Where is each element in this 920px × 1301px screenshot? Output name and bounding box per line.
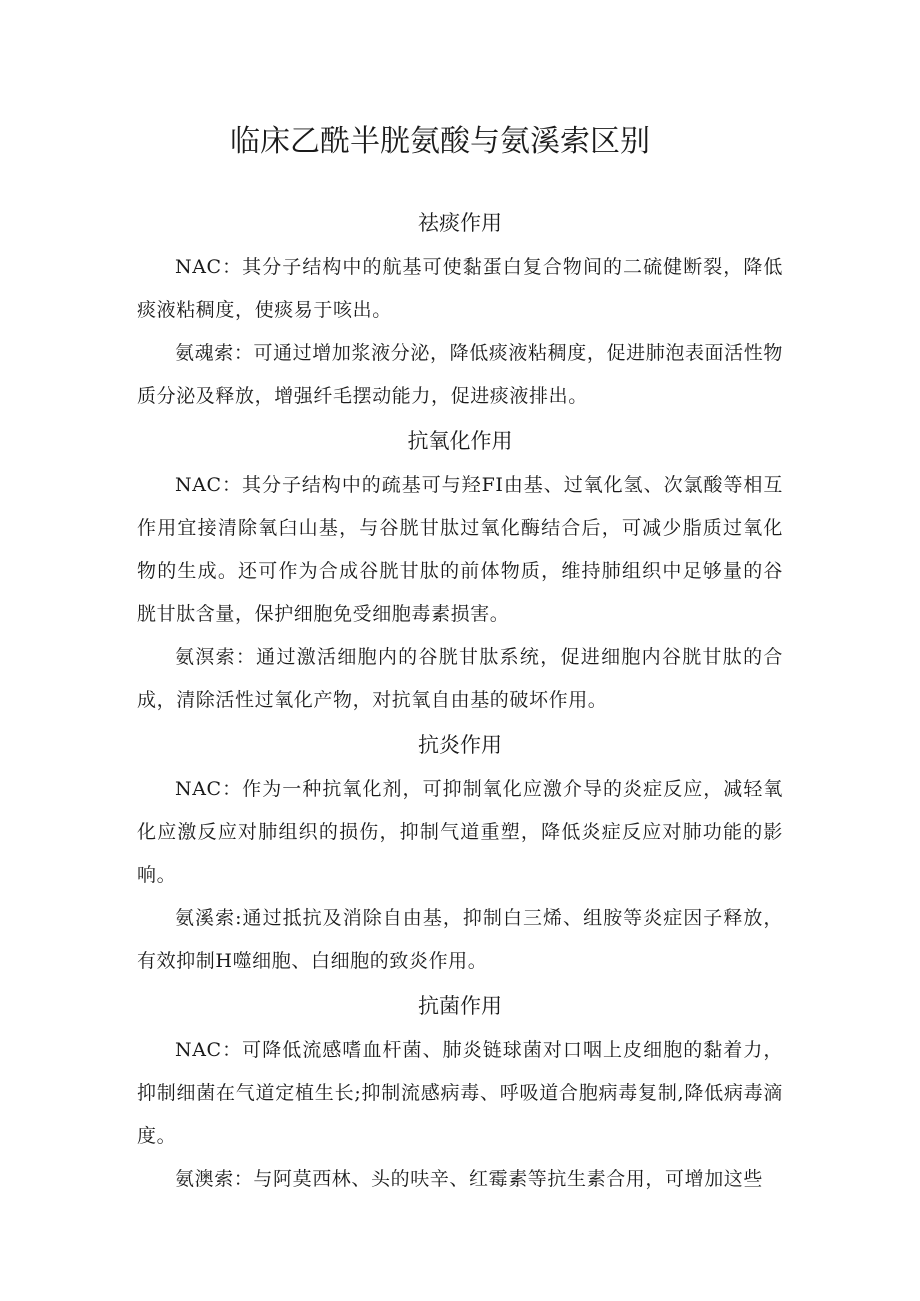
section-antibacterial	[137, 983, 783, 1201]
section-antioxidant	[137, 418, 783, 722]
paragraph-ambroxol: 氨溟索：通过激活细胞内的谷胱甘肽系统，促进细胞内谷胱甘肽的合成，清除活性过氧化产物，对抗氧自由基的破坏作用。	[137, 646, 783, 711]
section-heading: 抗氧化作用	[407, 429, 513, 453]
section-anti-inflammatory	[137, 722, 783, 983]
document-page	[137, 0, 783, 1201]
section-heading: 抗菌作用	[418, 994, 502, 1018]
paragraph-nac: NAC：作为一种抗氧化剂，可抑制氧化应激介导的炎症反应，减轻氧化应激反应对肺组织的损伤，抑制气道重塑，降低炎症反应对肺功能的影响。	[137, 778, 783, 886]
section-heading: 祛痰作用	[418, 211, 502, 235]
paragraph-nac: NAC：其分子结构中的疏基可与羟FI由基、过氧化氢、次氯酸等相互作用宜接清除氧臼山基，与谷胱甘肽过氧化酶结合后，可减少脂质过氧化物的生成。还可作为合成谷胱甘肽的前体物质，维持肺组织中足够量的谷胱甘肽含量，保护细胞免受细胞毒素损害。	[137, 474, 783, 625]
document-title: 临床乙酰半胱氨酸与氨溪索区别	[230, 124, 650, 159]
paragraph-ambroxol: 氨溪索:通过抵抗及消除自由基，抑制白三烯、组胺等炎症因子释放，有效抑制H噬细胞、白细胞的致炎作用。	[137, 907, 783, 972]
paragraph-nac: NAC：可降低流感嗜血杆菌、肺炎链球菌对口咽上皮细胞的黏着力，抑制细菌在气道定植生长;抑制流感病毒、呼吸道合胞病毒复制,降低病毒滴度。	[137, 1039, 783, 1147]
section-heading: 抗炎作用	[418, 733, 502, 757]
paragraph-ambroxol: 氨魂索：可通过增加浆液分泌，降低痰液粘稠度，促进肺泡表面活性物质分泌及释放，增强纤毛摆动能力，促进痰液排出。	[137, 342, 783, 407]
paragraph-nac: NAC：其分子结构中的航基可使黏蛋白复合物间的二硫健断裂，降低痰液粘稠度，使痰易于咳出。	[137, 256, 783, 321]
paragraph-ambroxol: 氨澳索：与阿莫西林、头的呋辛、红霉素等抗生素合用，可增加这些	[175, 1168, 764, 1190]
section-expectorant	[137, 200, 783, 418]
